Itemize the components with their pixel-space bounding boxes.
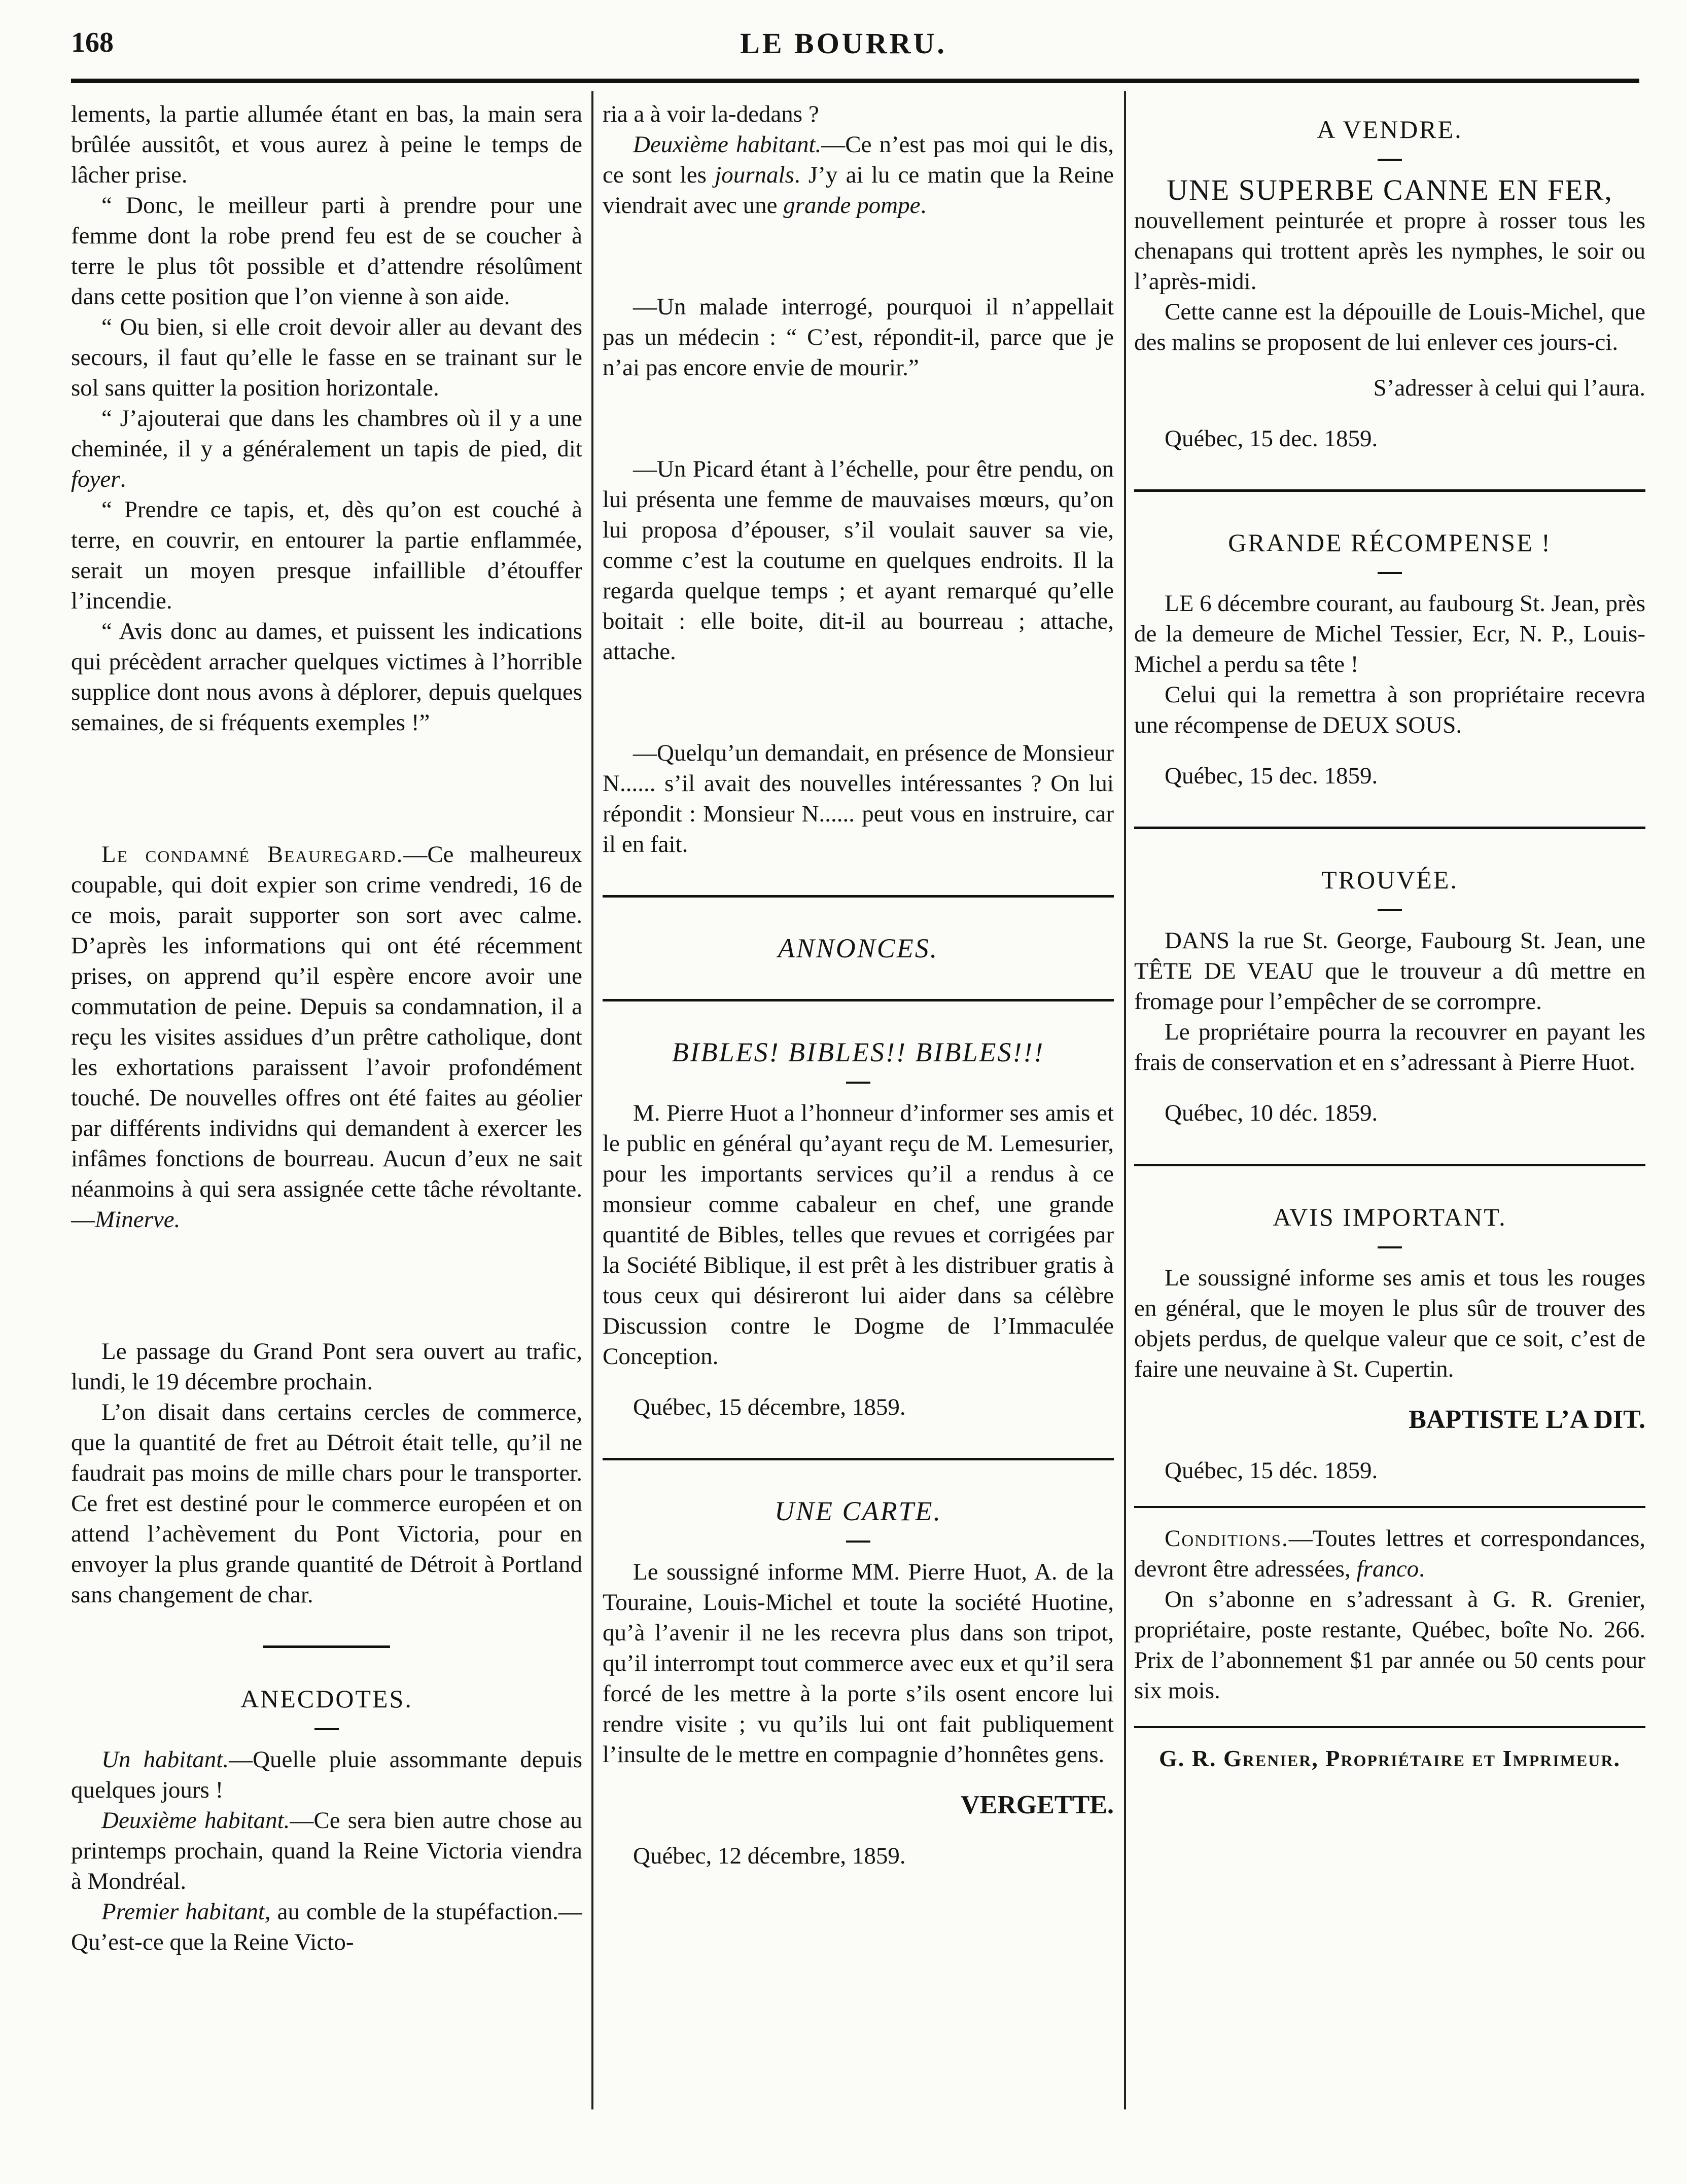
fire-advice-paragraph [71, 403, 582, 494]
speaker: Un habitant. [101, 1746, 229, 1773]
trouvee-text [1134, 925, 1645, 1017]
section-rule [603, 999, 1114, 1001]
spacer [603, 221, 1114, 292]
italic-word: franco [1356, 1556, 1419, 1582]
annonces-heading: ANNONCES. [778, 933, 939, 963]
speaker: Deuxième habitant. [633, 131, 822, 158]
footer-rule [1134, 1726, 1645, 1728]
dialogue: . J’y ai lu ce matin que la Reine viendrait avec une [603, 162, 1114, 219]
recompense-heading: GRANDE RÉCOMPENSE ! [1228, 528, 1552, 557]
conditions-lead: Conditions. [1165, 1525, 1289, 1552]
dialogue: —Ce n’est pas moi qui le dis, ce sont les [603, 131, 1114, 188]
emphasis: TÊTE DE VEAU [1134, 958, 1314, 984]
spacer [71, 1235, 582, 1336]
text-run: DANS la rue St. George, Faubourg St. Jean, une [1165, 927, 1645, 954]
conditions-paragraph [1134, 1523, 1645, 1584]
anecdote-continuation: ria a à voir la-dedans ? [603, 101, 819, 127]
avis-heading: AVIS IMPORTANT. [1273, 1203, 1507, 1231]
beauregard-text: —Ce malheureux coupable, qui doit expier son crime vendredi, 16 de ce mois, parait supporter son sort avec calme. D’après les informations qui ont été récemment prises, on apprend qu’il espère encore avoir une commutation de peine. Depuis sa condamnation, il a reçu les visites assidues d’un prêtre catholique, dont les exhortations paraissent l’avoir profondément touché. De nouvelles offres ont été faites au géolier par différents individns qui demandent à exercer les infâmes fonctions de bourreau. Aucun d’eux ne sait néanmoins à qui sera assignée cette tâche révoltante.— [71, 841, 582, 1233]
trouvee-date: Québec, 10 déc. 1859. [1165, 1100, 1378, 1126]
heading-dash [314, 1728, 339, 1730]
spacer [603, 383, 1114, 454]
text-run: . [1419, 1556, 1425, 1582]
trouvee-heading: TROUVÉE. [1321, 866, 1458, 894]
beauregard-lead: Le condamné Beauregard. [101, 841, 404, 868]
source-credit: Minerve. [95, 1206, 181, 1233]
vendre-date: Québec, 15 dec. 1859. [1165, 425, 1378, 452]
bibles-date: Québec, 15 décembre, 1859. [633, 1394, 906, 1420]
section-divider [263, 1645, 390, 1648]
fire-advice-paragraph: lements, la partie allumée étant en bas, la main sera brûlée aussitôt, et vous aurez à peine le temps de lâcher prise. [71, 101, 582, 188]
heading-dash [1378, 572, 1402, 574]
recompense-date: Québec, 15 dec. 1859. [1165, 763, 1378, 789]
fire-advice-paragraph: “ Ou bien, si elle croit devoir aller au devant des secours, il faut qu’elle le fasse en se trainant sur le sol sans quitter la position horizontale. [71, 314, 582, 401]
avis-text: Le soussigné informe ses amis et tous les rouges en général, que le moyen le plus sûr de trouver des objets perdus, de quelque valeur que ce soit, c’est de faire une neuvaine à St. Cupertin. [1134, 1265, 1645, 1382]
vendre-headline: UNE SUPERBE CANNE EN FER, [1167, 173, 1613, 206]
vendre-text: Cette canne est la dépouille de Louis-Michel, que des malins se proposent de lui enlever ces jours-ci. [1134, 299, 1645, 355]
header-rule [71, 79, 1639, 83]
emphasis: DEUX SOUS. [1322, 712, 1462, 738]
section-rule [1134, 1164, 1645, 1166]
carte-date: Québec, 12 décembre, 1859. [633, 1843, 906, 1869]
anecdotes-heading: ANECDOTES. [240, 1685, 413, 1713]
vendre-heading: A VENDRE. [1317, 115, 1463, 144]
avis-date: Québec, 15 déc. 1859. [1165, 1457, 1378, 1484]
text-run: que le trouveur a dû mettre en fromage pour l’empêcher de se corrompre. [1134, 958, 1645, 1015]
trouvee-text: Le propriétaire pourra la recouvrer en payant les frais de conservation et en s’adressant à Pierre Huot. [1134, 1019, 1645, 1076]
heading-dash [1378, 1246, 1402, 1248]
column-3 [1134, 99, 1645, 1774]
anecdote-line [603, 129, 1114, 221]
heading-dash [1378, 909, 1402, 911]
fire-advice-paragraph: “ Prendre ce tapis, et, dès qu’on est couché à terre, en couvrir, en entourer la partie enflammée, serait un moyen presque infaillible d’étouffer l’incendie. [71, 496, 582, 614]
column-rule-1 [591, 91, 593, 2109]
spacer [71, 738, 582, 839]
page-number: 168 [71, 27, 114, 58]
section-rule [1134, 489, 1645, 492]
dialogue: au comble de la stupéfaction.—Qu’est-ce que la Reine Victo- [71, 1899, 582, 1955]
anecdote-line [71, 1744, 582, 1805]
text-run: . [120, 466, 126, 492]
section-rule [1134, 1506, 1645, 1508]
anecdote-line [71, 1805, 582, 1896]
italic-word: journals [715, 162, 794, 188]
anecdote-monsieur: —Quelqu’un demandait, en présence de Monsieur N...... s’il avait des nouvelles intéressantes ? On lui répondit : Monsieur N...... peut vous en instruire, car il en fait. [603, 740, 1114, 857]
anecdote-line [71, 1896, 582, 1957]
spacer [603, 667, 1114, 738]
section-rule [1134, 827, 1645, 829]
avis-signature: BAPTISTE L’A DIT. [1409, 1405, 1645, 1434]
vendre-text: nouvellement peinturée et propre à rosser tous les chenapans qui trottent après les nymphes, le soir ou l’après-midi. [1134, 207, 1645, 295]
column-2 [603, 99, 1114, 1871]
bibles-heading: BIBLES! BIBLES!! BIBLES!!! [672, 1037, 1045, 1067]
bibles-notice: M. Pierre Huot a l’honneur d’informer ses amis et le public en général qu’ayant reçu de M. Lemesurier, pour les importants services qu’il a rendus à ce monsieur comme cabaleur en chef, une grande quantité de Bibles, telles que revues et corrigées par la Société Biblique, il est prêt à les distribuer gratis à tous ceux qui désireront lui aider dans sa célèbre Discussion contre le Dogme de l’Immaculée Conception. [603, 1100, 1114, 1370]
speaker: Deuxième habitant. [101, 1807, 290, 1834]
imprint-footer: G. R. Grenier, Propriétaire et Imprimeur. [1159, 1745, 1621, 1771]
running-head-title: LE BOURRU. [740, 27, 947, 60]
section-rule [603, 895, 1114, 898]
recompense-text: LE 6 décembre courant, au faubourg St. Jean, près de la demeure de Michel Tessier, Ecr, N. P., Louis-Michel a perdu sa tête ! [1134, 590, 1645, 677]
fire-advice-paragraph: “ Avis donc au dames, et puissent les indications qui précèdent arracher quelques victimes à l’horrible supplice dont nous avons à déplorer, depuis quelques semaines, de si fréquents exemples !” [71, 618, 582, 736]
heading-dash [846, 1541, 870, 1543]
dialogue: —Quelle pluie assommante depuis quelques jours ! [71, 1746, 582, 1803]
section-rule [603, 1458, 1114, 1460]
speaker: Premier habitant, [101, 1899, 271, 1925]
anecdote-picard: —Un Picard étant à l’échelle, pour être pendu, on lui présenta une femme de mauvaises mœurs, qu’on lui proposa d’épouser, s’il voulait sauver sa vie, comme c’est la coutume en quelques endroits. Il la regarda quelque temps ; et ayant remarqué qu’elle boitait : elle boite, dit-il au bourreau ; attache, attache. [603, 456, 1114, 665]
dialogue: —Ce sera bien autre chose au printemps prochain, quand la Reine Victoria viendra à Mondréal. [71, 1807, 582, 1894]
text-run: Celui qui la remettra à son propriétaire recevra une récompense de [1134, 682, 1645, 738]
column-1 [71, 99, 582, 1957]
dialogue: . [920, 192, 927, 219]
beauregard-article [71, 839, 582, 1235]
subscription-paragraph: On s’abonne en s’adressant à G. R. Grenier, propriétaire, poste restante, Québec, boîte No. 266. Prix de l’abonnement $1 par année ou 50 cents pour six mois. [1134, 1586, 1645, 1704]
fire-advice-paragraph: “ Donc, le meilleur parti à prendre pour une femme dont la robe prend feu est de se coucher à terre le plus tôt possible et d’attendre résolûment dans cette position que l’on vienne à son aide. [71, 192, 582, 310]
italic-word: grande pompe [783, 192, 921, 219]
carte-notice: Le soussigné informe MM. Pierre Huot, A. de la Touraine, Louis-Michel et toute la société Huotine, qu’à l’avenir il ne les recevra plus dans son tripot, qu’il interrompt tout commerce avec eux et qu’il sera forcé de les mettre à la porte s’ils osent encore lui rendre visite ; vu qu’ils lui ont fait publiquement l’insulte de le mettre en compagnie d’honnêtes gens. [603, 1559, 1114, 1768]
bridge-notice-paragraph: Le passage du Grand Pont sera ouvert au trafic, lundi, le 19 décembre prochain. [71, 1338, 582, 1395]
anecdote-malade: —Un malade interrogé, pourquoi il n’appellait pas un médecin : “ C’est, répondit-il, parce que je n’ai pas encore envie de mourir.” [603, 294, 1114, 381]
italic-word: foyer [71, 466, 120, 492]
column-rule-2 [1124, 91, 1126, 2109]
freight-paragraph: L’on disait dans certains cercles de commerce, que la quantité de fret au Détroit était telle, qu’il ne faudrait pas moins de mille chars pour le transporter. Ce fret est destiné pour le commerce européen et on attend l’achèvement du Pont Victoria, pour en envoyer la plus grande quantité de Détroit à Portland sans changement de char. [71, 1399, 582, 1608]
carte-signature: VERGETTE. [961, 1791, 1114, 1819]
text-run: —Toutes lettres et correspondances, devront être adressées, [1134, 1525, 1645, 1582]
heading-dash [1378, 159, 1402, 161]
recompense-text [1134, 679, 1645, 740]
carte-heading: UNE CARTE. [774, 1496, 942, 1526]
vendre-address: S’adresser à celui qui l’aura. [1373, 375, 1645, 401]
text-run: “ J’ajouterai que dans les chambres où il y a une cheminée, il y a généralement un tapis de pied, dit [71, 405, 582, 462]
heading-dash [846, 1082, 870, 1084]
